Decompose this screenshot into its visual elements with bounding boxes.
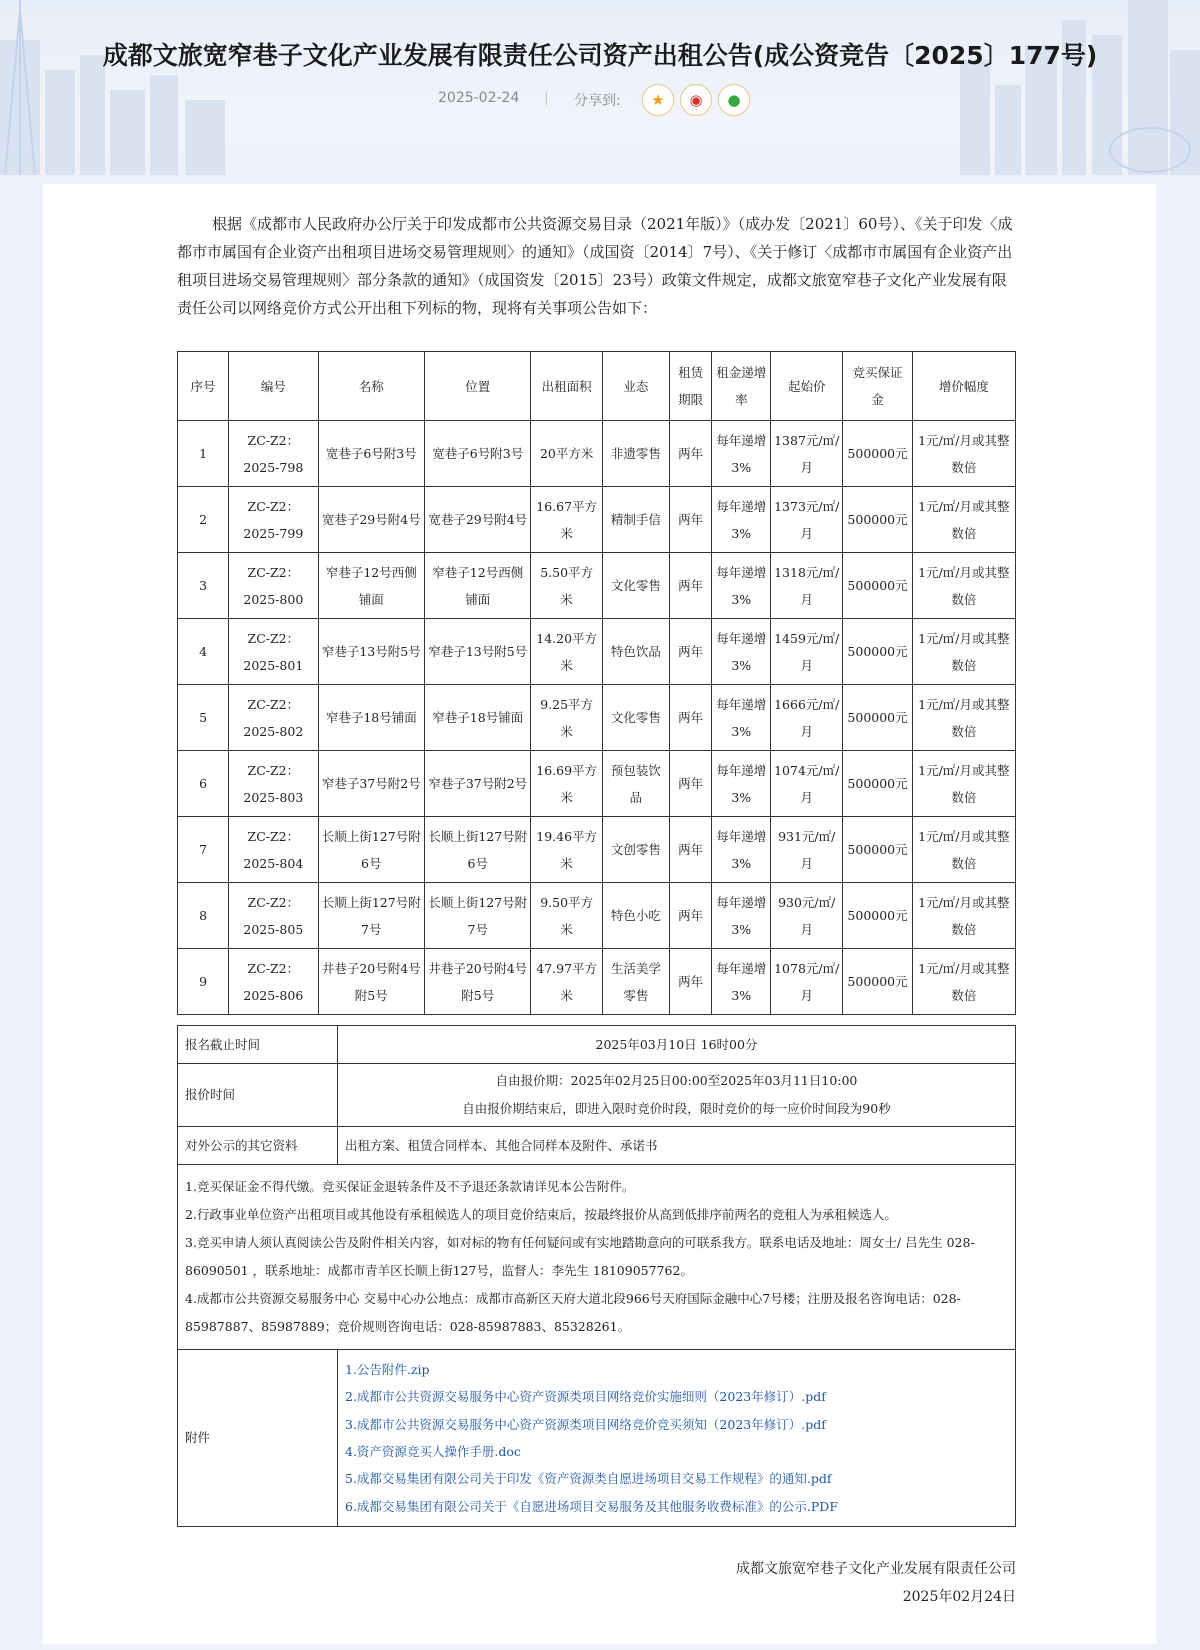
col-deposit-cell: 500000元: [843, 751, 912, 817]
col-term-cell: 两年: [669, 817, 712, 883]
col-increase-header: 租金递增率: [712, 352, 771, 421]
col-increment-cell: 1元/㎡/月或其整数倍: [912, 883, 1015, 949]
attachment-link[interactable]: 4.资产资源竞买人操作手册.doc: [345, 1444, 521, 1459]
table-row: [178, 553, 1016, 619]
col-business-cell: 生活美学零售: [602, 949, 669, 1015]
col-start-price-cell: 1074元/㎡/月: [771, 751, 843, 817]
col-increase-cell: 每年递增3%: [712, 619, 771, 685]
table-row: [178, 949, 1016, 1015]
col-index-cell: 8: [178, 883, 229, 949]
col-code-cell: ZC-Z2：2025-803: [229, 751, 318, 817]
col-start-price-cell: 1666元/㎡/月: [771, 685, 843, 751]
col-start-price-cell: 1373元/㎡/月: [771, 487, 843, 553]
col-location-header: 位置: [425, 352, 531, 421]
col-start-price-cell: 1459元/㎡/月: [771, 619, 843, 685]
col-deposit-header: 竞买保证金: [843, 352, 912, 421]
table-row: [178, 751, 1016, 817]
col-area-header: 出租面积: [531, 352, 602, 421]
col-term-cell: 两年: [669, 685, 712, 751]
star-icon[interactable]: ★: [642, 84, 674, 116]
col-deposit-cell: 500000元: [843, 817, 912, 883]
intro-text: 根据《成都市人民政府办公厅关于印发成都市公共资源交易目录（2021年版）》（成办发〔2021〕60号）、《关于印发〈成都市市属国有企业资产出租项目进场交易管理规则〉的通知》（成国资〔2014〕7号）、《关于修订〈成都市市属国有企业资产出租项目进场交易管理规则〉部分条款的通知》（成国资发〔2015〕23号）政策文件规定，成都文旅宽窄巷子文化产业发展有限责任公司以网络竞价方式公开出租下列标的物，现将有关事项公告如下：: [177, 215, 1013, 317]
col-area-cell: 19.46平方米: [531, 817, 602, 883]
col-location-cell: 窄巷子37号附2号: [425, 751, 531, 817]
col-business-cell: 文创零售: [602, 817, 669, 883]
table-row: [178, 619, 1016, 685]
city-skyline-illustration: [0, 0, 1200, 175]
attachment-link[interactable]: 6.成都交易集团有限公司关于《自愿进场项目交易服务及其他服务收费标准》的公示.PDF: [345, 1498, 839, 1514]
publish-date: 2025-02-24: [438, 90, 520, 106]
col-area-cell: 16.69平方米: [531, 751, 602, 817]
col-term-cell: 两年: [669, 883, 712, 949]
col-area-cell: 9.25平方米: [531, 685, 602, 751]
table-header-row: [178, 352, 1016, 421]
col-term-cell: 两年: [669, 751, 712, 817]
col-start-price-cell: 1318元/㎡/月: [771, 553, 843, 619]
deadline-label: 报名截止时间: [178, 1026, 338, 1064]
col-name-cell: 宽巷子6号附3号: [318, 421, 424, 487]
col-location-cell: 窄巷子18号铺面: [425, 685, 531, 751]
attachment-link[interactable]: 1.公告附件.zip: [345, 1361, 430, 1377]
col-increase-cell: 每年递增3%: [712, 817, 771, 883]
col-term-cell: 两年: [669, 619, 712, 685]
col-increase-cell: 每年递增3%: [712, 949, 771, 1015]
col-area-cell: 14.20平方米: [531, 619, 602, 685]
col-business-cell: 精制手信: [602, 487, 669, 553]
weibo-icon[interactable]: ◉: [680, 84, 712, 116]
col-increase-cell: 每年递增3%: [712, 487, 771, 553]
col-deposit-cell: 500000元: [843, 553, 912, 619]
col-business-cell: 文化零售: [602, 685, 669, 751]
col-business-cell: 预包装饮品: [602, 751, 669, 817]
col-term-cell: 两年: [669, 421, 712, 487]
col-increment-header: 增价幅度: [912, 352, 1015, 421]
listing-table: [177, 351, 1016, 1015]
table-row: [178, 685, 1016, 751]
signature-date: 2025年02月24日: [902, 1589, 1016, 1605]
col-business-cell: 文化零售: [602, 553, 669, 619]
col-index-cell: 7: [178, 817, 229, 883]
attachment-link[interactable]: 5.成都交易集团有限公司关于印发《资产资源类自愿进场项目交易工作规程》的通知.pdf: [345, 1471, 832, 1487]
col-code-cell: ZC-Z2：2025-798: [229, 421, 318, 487]
col-name-cell: 窄巷子12号西侧铺面: [318, 553, 424, 619]
col-code-cell: ZC-Z2：2025-806: [229, 949, 318, 1015]
col-increment-cell: 1元/㎡/月或其整数倍: [912, 817, 1015, 883]
col-deposit-cell: 500000元: [843, 883, 912, 949]
quote-time-line1: 自由报价期：2025年02月25日00:00至2025年03月11日10:00: [495, 1073, 858, 1088]
signature: [736, 1555, 1016, 1611]
attachment-link[interactable]: 3.成都市公共资源交易服务中心资产资源类项目网络竞价竞买须知（2023年修订）.pdf: [345, 1416, 826, 1432]
quote-time-label: 报价时间: [178, 1064, 338, 1127]
col-deposit-cell: 500000元: [843, 421, 912, 487]
note-item: 1.竞买保证金不得代缴。竞买保证金退转条件及不予退还条款请详见本公告附件。: [185, 1179, 635, 1194]
col-start-price-cell: 931元/㎡/月: [771, 817, 843, 883]
note-item: 2.行政事业单位资产出租项目或其他设有承租候选人的项目竞价结束后，按最终报价从高到低排序前两名的竞租人为承租候选人。: [185, 1207, 897, 1222]
quote-time-line2: 自由报价期结束后，即进入限时竞价时段，限时竞价的每一应价时间段为90秒: [462, 1101, 891, 1116]
notes-block: [178, 1165, 1016, 1350]
wechat-icon[interactable]: ●: [718, 84, 750, 116]
col-index-cell: 6: [178, 751, 229, 817]
col-start-price-cell: 1387元/㎡/月: [771, 421, 843, 487]
col-area-cell: 47.97平方米: [531, 949, 602, 1015]
col-business-cell: 特色饮品: [602, 619, 669, 685]
col-area-cell: 5.50平方米: [531, 553, 602, 619]
col-index-cell: 4: [178, 619, 229, 685]
col-code-header: 编号: [229, 352, 318, 421]
col-deposit-cell: 500000元: [843, 619, 912, 685]
col-term-cell: 两年: [669, 487, 712, 553]
signature-company: 成都文旅宽窄巷子文化产业发展有限责任公司: [736, 1561, 1016, 1577]
col-location-cell: 宽巷子6号附3号: [425, 421, 531, 487]
col-location-cell: 井巷子20号附4号附5号: [425, 949, 531, 1015]
other-docs-value: 出租方案、租赁合同样本、其他合同样本及附件、承诺书: [338, 1127, 1016, 1165]
col-business-cell: 特色小吃: [602, 883, 669, 949]
col-index-cell: 2: [178, 487, 229, 553]
table-row: [178, 883, 1016, 949]
col-term-header: 租赁期限: [669, 352, 712, 421]
intro-paragraph: [177, 210, 1020, 322]
col-code-cell: ZC-Z2：2025-801: [229, 619, 318, 685]
col-index-cell: 1: [178, 421, 229, 487]
col-business-cell: 非遗零售: [602, 421, 669, 487]
col-name-cell: 窄巷子13号附5号: [318, 619, 424, 685]
col-start-price-cell: 930元/㎡/月: [771, 883, 843, 949]
col-location-cell: 长顺上街127号附7号: [425, 883, 531, 949]
col-index-cell: 3: [178, 553, 229, 619]
col-increment-cell: 1元/㎡/月或其整数倍: [912, 949, 1015, 1015]
col-name-cell: 长顺上街127号附6号: [318, 817, 424, 883]
note-item: 4.成都市公共资源交易服务中心 交易中心办公地点：成都市高新区天府大道北段966号天府国际金融中心7号楼；注册及报名咨询电话：028-85987887、85987889；竞价规则咨询电话：028-85987883、85328261。: [185, 1291, 961, 1334]
info-table: [177, 1025, 1016, 1527]
share-label: 分享到:: [574, 93, 621, 109]
col-business-header: 业态: [602, 352, 669, 421]
col-increase-cell: 每年递增3%: [712, 421, 771, 487]
col-index-cell: 5: [178, 685, 229, 751]
col-location-cell: 窄巷子12号西侧铺面: [425, 553, 531, 619]
col-start-price-header: 起始价: [771, 352, 843, 421]
col-increase-cell: 每年递增3%: [712, 685, 771, 751]
col-term-cell: 两年: [669, 553, 712, 619]
col-name-cell: 宽巷子29号附4号: [318, 487, 424, 553]
other-docs-label: 对外公示的其它资料: [178, 1127, 338, 1165]
col-increment-cell: 1元/㎡/月或其整数倍: [912, 421, 1015, 487]
col-term-cell: 两年: [669, 949, 712, 1015]
table-row: [178, 487, 1016, 553]
col-increment-cell: 1元/㎡/月或其整数倍: [912, 751, 1015, 817]
col-name-cell: 窄巷子37号附2号: [318, 751, 424, 817]
note-item: 3.竞买申请人须认真阅读公告及附件相关内容，如对标的物有任何疑问或有实地踏勘意向的可联系我方。联系电话及地址：周女士/ 吕先生 028-86090501 ，联系地址：成都市青羊区长顺上街127号，监督人：李先生 18109057762。: [185, 1235, 975, 1278]
col-name-cell: 窄巷子18号铺面: [318, 685, 424, 751]
col-code-cell: ZC-Z2：2025-800: [229, 553, 318, 619]
col-deposit-cell: 500000元: [843, 685, 912, 751]
col-index-cell: 9: [178, 949, 229, 1015]
col-location-cell: 窄巷子13号附5号: [425, 619, 531, 685]
col-name-cell: 长顺上街127号附7号: [318, 883, 424, 949]
attachment-link[interactable]: 2.成都市公共资源交易服务中心资产资源类项目网络竞价实施细则（2023年修订）.pdf: [345, 1389, 826, 1405]
table-row: [178, 421, 1016, 487]
col-code-cell: ZC-Z2：2025-802: [229, 685, 318, 751]
col-code-cell: ZC-Z2：2025-799: [229, 487, 318, 553]
col-increase-cell: 每年递增3%: [712, 751, 771, 817]
col-increase-cell: 每年递增3%: [712, 553, 771, 619]
col-increment-cell: 1元/㎡/月或其整数倍: [912, 553, 1015, 619]
col-increment-cell: 1元/㎡/月或其整数倍: [912, 685, 1015, 751]
page-title: 成都文旅宽窄巷子文化产业发展有限责任公司资产出租公告(成公资竞告〔2025〕177号): [102, 41, 1098, 70]
col-name-header: 名称: [318, 352, 424, 421]
col-code-cell: ZC-Z2：2025-804: [229, 817, 318, 883]
col-location-cell: 宽巷子29号附4号: [425, 487, 531, 553]
header-banner: [0, 0, 1200, 175]
col-area-cell: 20平方米: [531, 421, 602, 487]
col-code-cell: ZC-Z2：2025-805: [229, 883, 318, 949]
col-area-cell: 9.50平方米: [531, 883, 602, 949]
col-start-price-cell: 1078元/㎡/月: [771, 949, 843, 1015]
divider: |: [544, 90, 549, 106]
col-location-cell: 长顺上街127号附6号: [425, 817, 531, 883]
col-deposit-cell: 500000元: [843, 487, 912, 553]
col-name-cell: 井巷子20号附4号附5号: [318, 949, 424, 1015]
col-deposit-cell: 500000元: [843, 949, 912, 1015]
col-index-header: 序号: [178, 352, 229, 421]
deadline-value: 2025年03月10日 16时00分: [338, 1026, 1016, 1064]
attachments-label: 附件: [178, 1350, 338, 1527]
col-increase-cell: 每年递增3%: [712, 883, 771, 949]
col-area-cell: 16.67平方米: [531, 487, 602, 553]
table-row: [178, 817, 1016, 883]
col-increment-cell: 1元/㎡/月或其整数倍: [912, 619, 1015, 685]
col-increment-cell: 1元/㎡/月或其整数倍: [912, 487, 1015, 553]
